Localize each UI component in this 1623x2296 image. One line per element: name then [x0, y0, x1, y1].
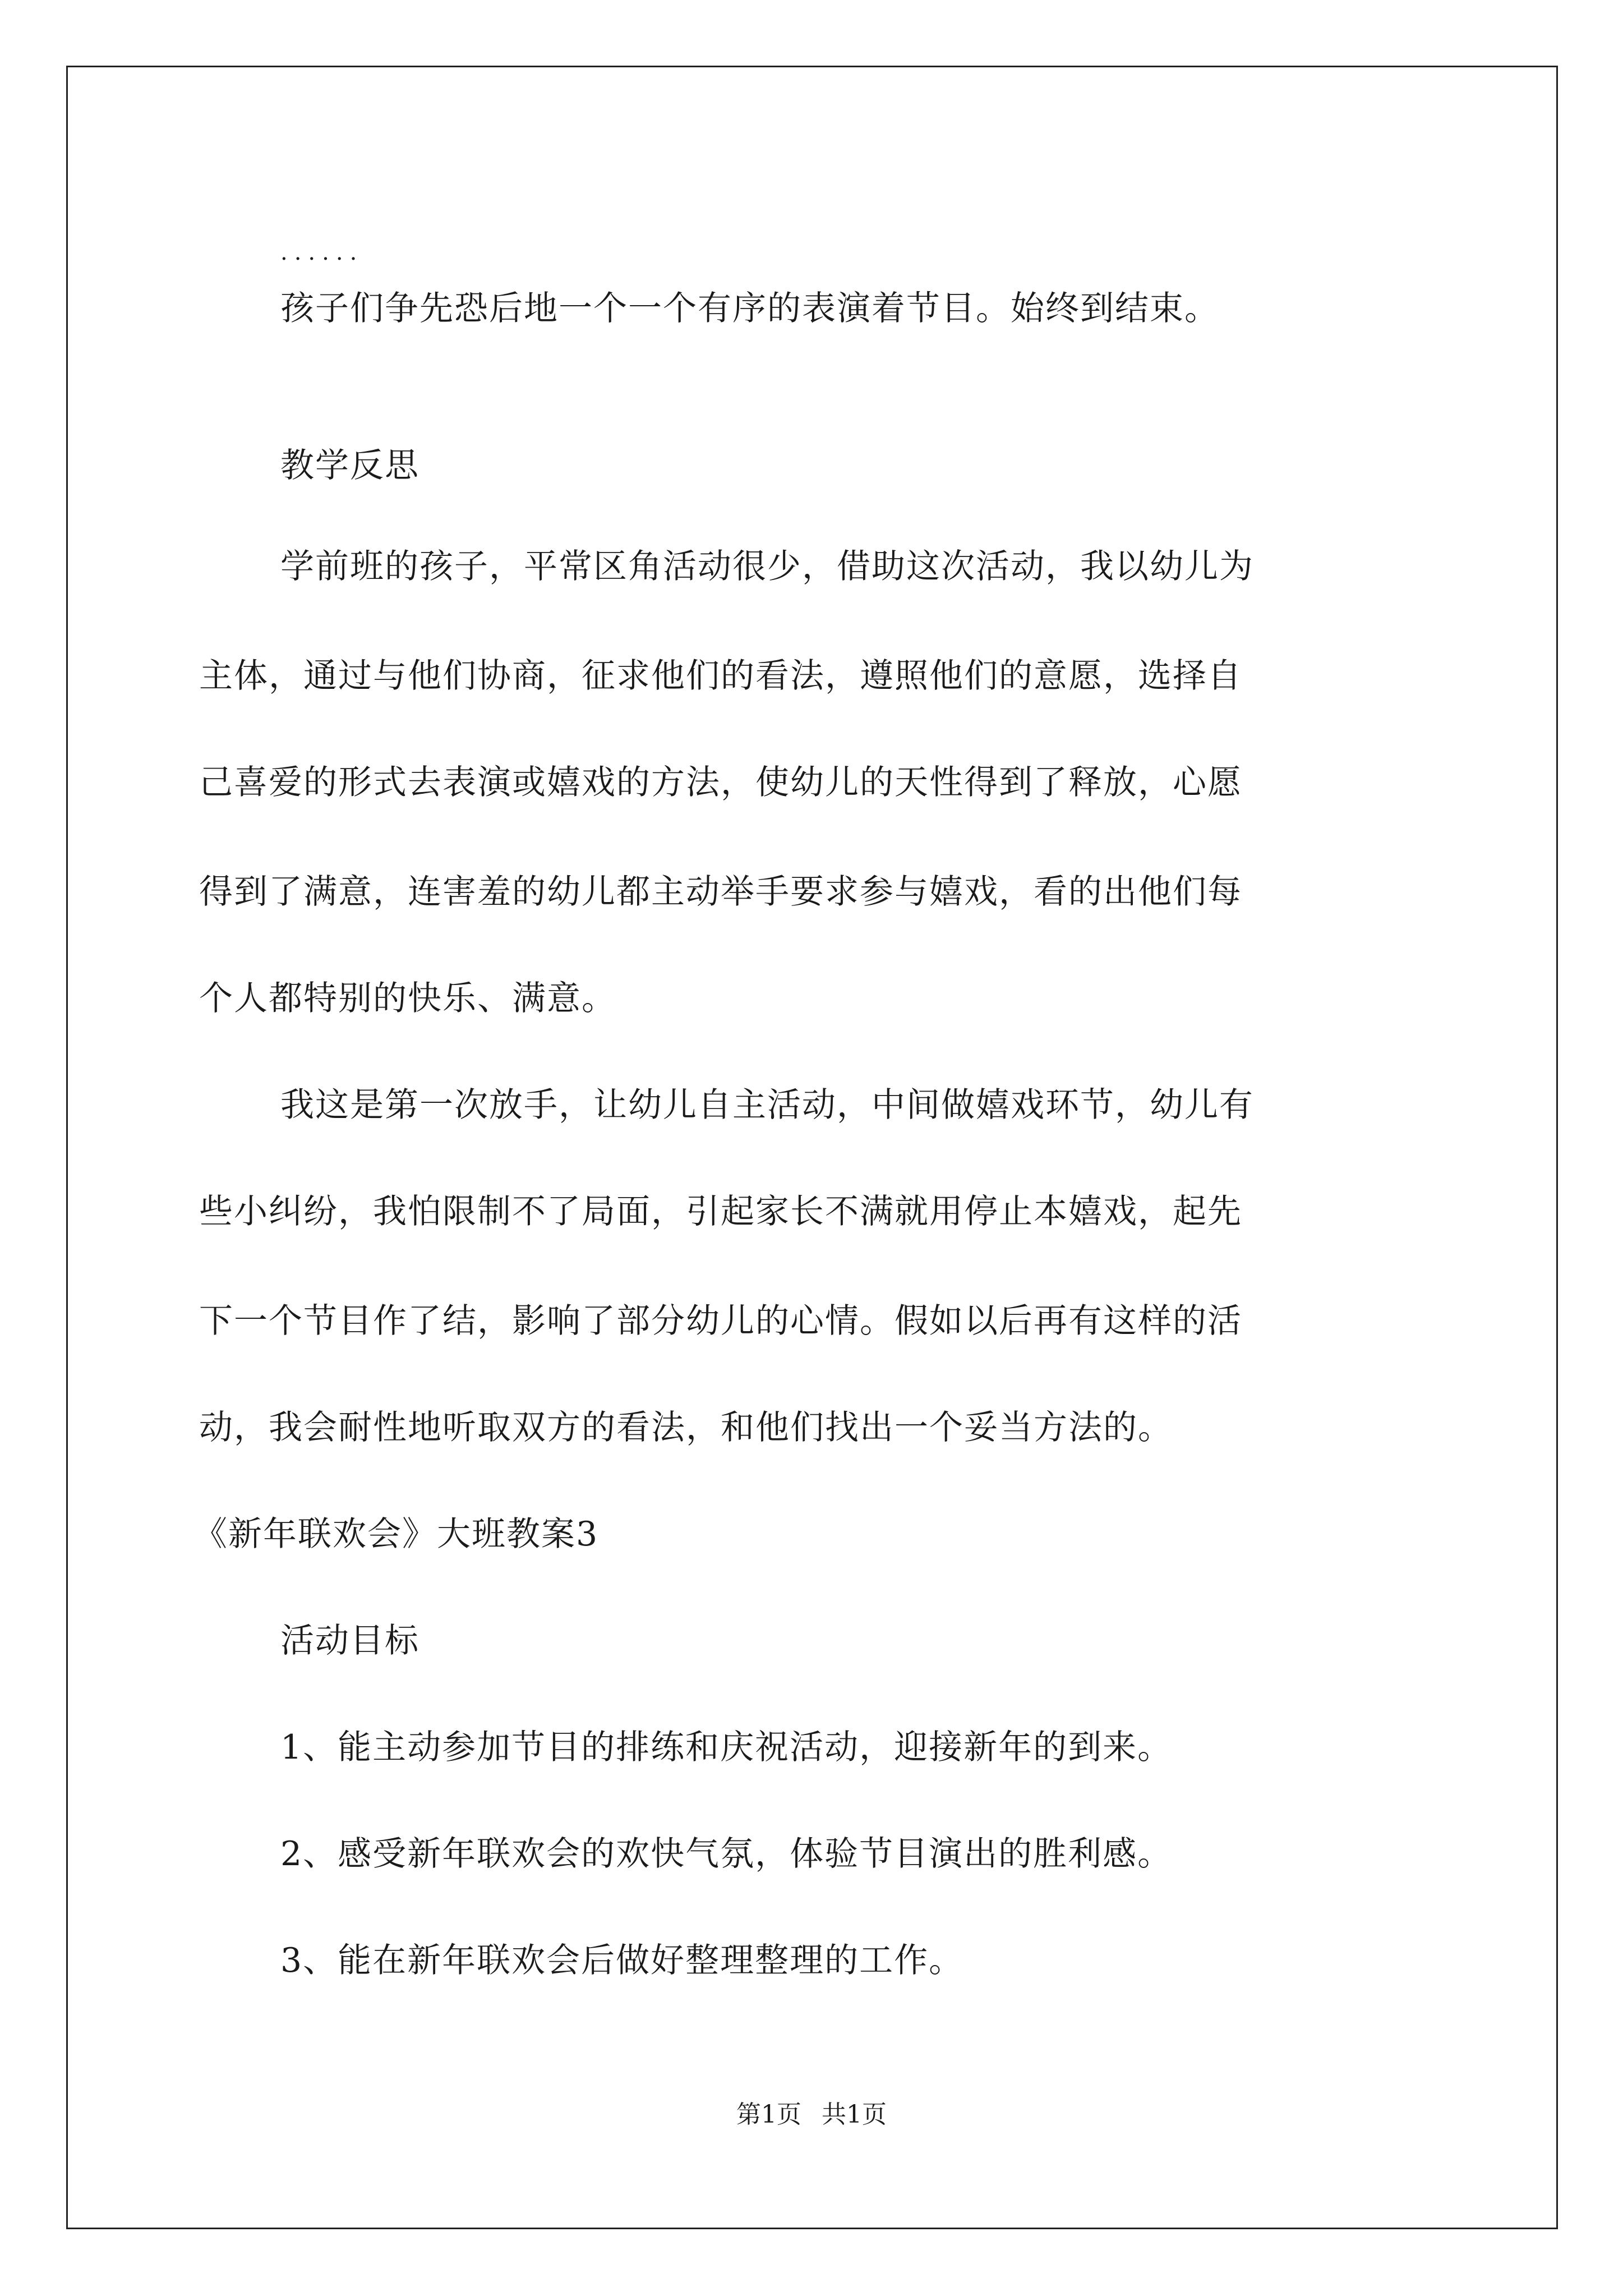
second-reflection-line-4: 动，我会耐性地听取双方的看法，和他们找出一个妥当方法的。	[199, 1408, 1173, 1447]
section-title: 《新年联欢会》大班教案3	[193, 1515, 599, 1554]
page-footer	[0, 2098, 1623, 2132]
second-reflection-line-1: 我这是第一次放手，让幼儿自主活动，中间做嬉戏环节，幼儿有	[280, 1085, 1254, 1125]
heading-teaching-reflection: 教学反思	[280, 446, 419, 485]
reflection-line-4: 得到了满意，连害羞的幼儿都主动举手要求参与嬉戏，看的出他们每	[199, 872, 1242, 912]
ellipsis: ......	[280, 240, 364, 265]
page-number: 第1页	[736, 2100, 801, 2129]
reflection-line-5: 个人都特别的快乐、满意。	[199, 979, 616, 1018]
reflection-line-3: 己喜爱的形式去表演或嬉戏的方法，使幼儿的天性得到了释放，心愿	[199, 763, 1242, 802]
goal-item-2: 2、感受新年联欢会的欢快气氛，体验节目演出的胜利感。	[280, 1834, 1173, 1874]
second-reflection-line-3: 下一个节目作了结，影响了部分幼儿的心情。假如以后再有这样的活	[199, 1301, 1242, 1341]
page-border	[66, 66, 1558, 2229]
reflection-line-1: 学前班的孩子，平常区角活动很少，借助这次活动，我以幼儿为	[280, 547, 1254, 586]
goal-heading: 活动目标	[280, 1621, 419, 1660]
second-reflection-line-2: 些小纠纷，我怕限制不了局面，引起家长不满就用停止本嬉戏，起先	[199, 1192, 1242, 1231]
page-total: 共1页	[822, 2100, 887, 2129]
goal-item-1: 1、能主动参加节目的排练和庆祝活动，迎接新年的到来。	[280, 1728, 1173, 1767]
reflection-line-2: 主体，通过与他们协商，征求他们的看法，遵照他们的意愿，选择自	[199, 656, 1242, 696]
paragraph-performance: 孩子们争先恐后地一个一个有序的表演着节目。始终到结束。	[280, 289, 1219, 328]
goal-item-3: 3、能在新年联欢会后做好整理整理的工作。	[280, 1941, 964, 1980]
